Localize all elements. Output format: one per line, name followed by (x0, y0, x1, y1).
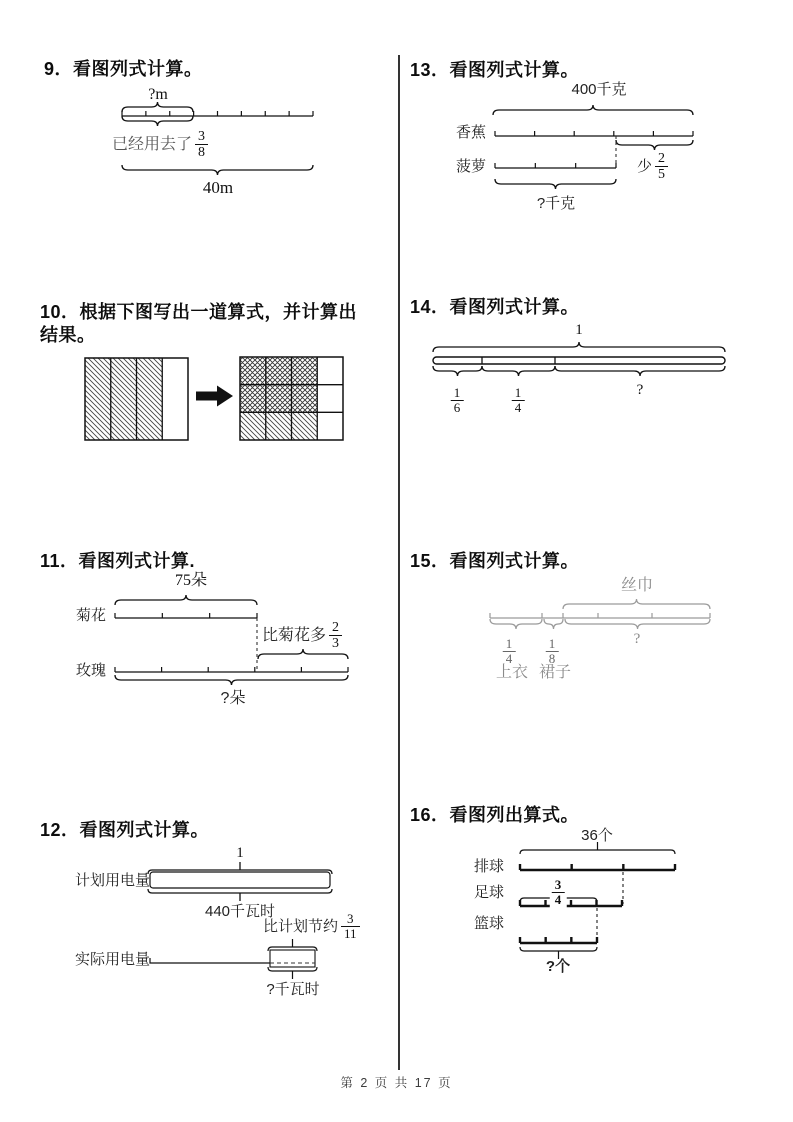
p9-total-length: 40m (202, 178, 234, 197)
p15-top-underbrace (490, 619, 542, 629)
p14-frac2-underbrace (482, 366, 555, 376)
p16-question: ?个 (545, 958, 571, 975)
p11-top-overbrace (115, 595, 257, 605)
p12-plan-underbrace (148, 889, 332, 901)
p10-title-line2: 结果。 (40, 325, 96, 345)
p13-top-overbrace (493, 105, 693, 115)
p9-used-underbrace (122, 116, 193, 126)
p13-less-text: 少 (637, 158, 653, 176)
page-footer: 第 2 页 共 17 页 (340, 1076, 453, 1090)
p12-title: 12．看图列式计算。 (40, 820, 210, 840)
p12-row2-label: 实际用电量 (75, 951, 151, 968)
p15-frac2: $\frac{1}{8}$ (546, 635, 559, 667)
p15-item2-label: 裙子 (538, 664, 572, 681)
p11-row2-label: 玫瑰 (76, 662, 107, 679)
p14-whole-label: 1 (575, 322, 583, 338)
p10-title-line1: 10．根据下图写出一道算式，并计算出 (40, 302, 358, 322)
p10-right-square (240, 357, 343, 440)
p14-bar (433, 357, 725, 364)
p11-total-underbrace (115, 675, 348, 685)
p16-row3-label: 篮球 (474, 915, 505, 932)
p11-rose-bar (115, 667, 348, 672)
p11-more-fraction: $\frac{2}{3}$ (329, 620, 342, 652)
p12-save-text: 比计划节约 (263, 918, 339, 936)
p15-title: 15．看图列式计算。 (410, 551, 580, 571)
p11-more-text: 比菊花多 (262, 626, 327, 644)
p12-actual-line (150, 958, 270, 963)
p15-question-underbrace (565, 619, 710, 629)
p16-soccer-bar (520, 900, 622, 906)
p10-arrow-icon (196, 386, 233, 407)
p12-save-fraction: $\frac{3}{11}$ (341, 912, 360, 942)
p9-question-length: ?m (148, 86, 168, 103)
p11-chrysanthemum-bar (115, 613, 257, 618)
p16-row2-label: 足球 (474, 884, 505, 901)
p13-top-amount: 400千克 (571, 81, 627, 98)
p13-banana-bar (495, 131, 693, 136)
p16-row1-label: 排球 (474, 858, 505, 875)
p12-whole-label: 1 (236, 845, 244, 861)
p13-row2-label: 菠萝 (456, 158, 487, 175)
p15-question: ? (633, 631, 641, 647)
p12-plan-box (150, 872, 330, 888)
p9-used-fraction: $\frac{3}{8}$ (195, 129, 208, 161)
p16-volleyball-bar (520, 864, 675, 870)
p15-bar (490, 613, 710, 618)
p9-title: 9．看图列式计算。 (44, 59, 203, 79)
p13-pineapple-bar (495, 163, 616, 168)
p10-left-square (85, 358, 188, 440)
p12-question: ?千瓦时 (266, 981, 320, 998)
p9-segment-line (122, 111, 313, 116)
p14-frac1-underbrace (433, 366, 482, 376)
p11-row1-label: 菊花 (76, 607, 107, 624)
p16-basketball-bar (520, 937, 597, 943)
p14-question-underbrace (555, 366, 725, 376)
p13-less-underbrace (616, 140, 693, 150)
p11-top-count: 75朵 (174, 572, 208, 589)
p15-item1-label: 上衣 (495, 664, 529, 681)
p9-used-text: 已经用去了 (112, 135, 193, 153)
p11-title: 11．看图列式计算. (40, 551, 196, 571)
p12-question-underbrace (268, 967, 317, 979)
p14-frac1: $\frac{1}{6}$ (451, 384, 464, 416)
p12-saved-box (270, 950, 315, 967)
p15-scarf-label: 丝巾 (620, 577, 654, 594)
p13-less-fraction: $\frac{2}{5}$ (655, 151, 668, 183)
p16-fraction: $\frac{3}{4}$ (550, 876, 567, 908)
p10-title (40, 301, 402, 347)
p12-amount: 440千瓦时 (204, 903, 276, 920)
p15-scarf-overbrace (563, 599, 710, 609)
p14-frac2: $\frac{1}{4}$ (512, 384, 525, 416)
p13-title: 13．看图列式计算。 (410, 60, 580, 80)
p16-top-count: 36个 (581, 827, 613, 844)
p14-question: ? (636, 382, 644, 398)
p13-question-underbrace (495, 179, 616, 189)
p15-frac1: $\frac{1}{4}$ (503, 635, 516, 667)
p13-question: ?千克 (536, 195, 576, 212)
p9-total-underbrace (122, 165, 313, 175)
p14-bar-ticks (482, 357, 555, 364)
p15-skirt-underbrace (544, 619, 563, 629)
p11-question: ?朵 (220, 690, 246, 707)
p13-row1-label: 香蕉 (456, 124, 487, 141)
p12-row1-label: 计划用电量 (75, 872, 151, 889)
p14-title: 14．看图列式计算。 (410, 297, 580, 317)
p14-whole-overbrace (433, 342, 725, 352)
p16-title: 16．看图列出算式。 (410, 805, 580, 825)
